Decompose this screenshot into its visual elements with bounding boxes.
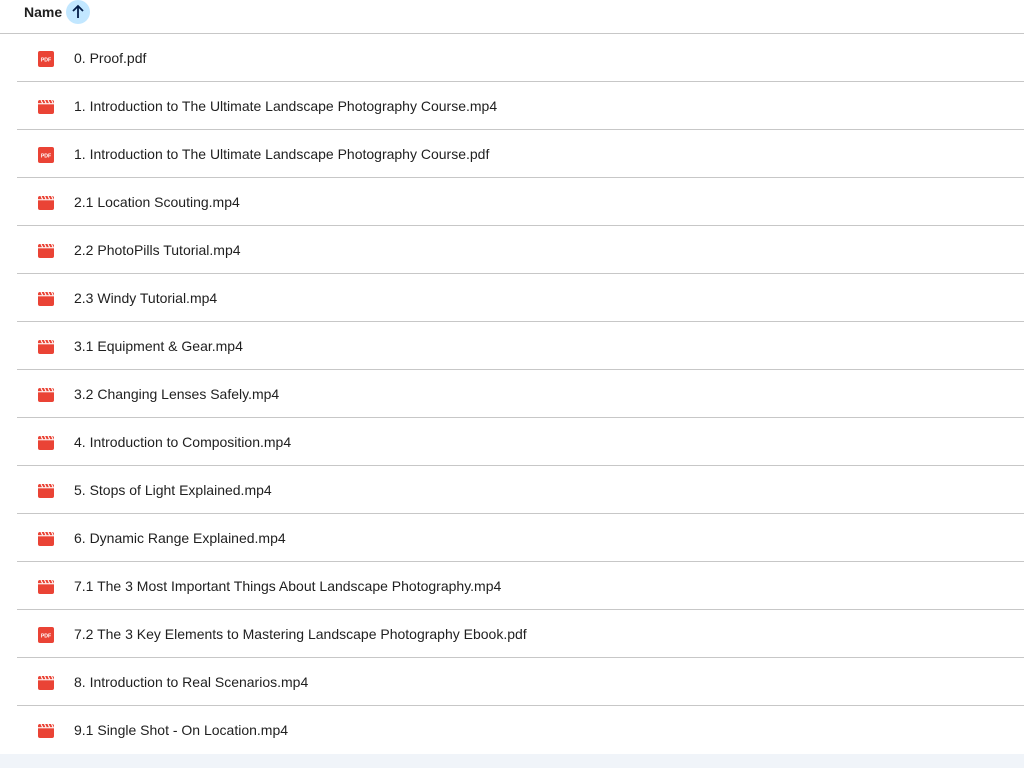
file-name: 5. Stops of Light Explained.mp4 (74, 482, 272, 498)
file-name: 8. Introduction to Real Scenarios.mp4 (74, 674, 309, 690)
svg-text:PDF: PDF (40, 57, 52, 64)
pdf-icon (38, 147, 54, 163)
file-row[interactable] (17, 226, 1024, 274)
file-row[interactable] (17, 466, 1024, 514)
file-row[interactable] (17, 658, 1024, 706)
video-icon (38, 387, 54, 403)
file-row[interactable] (17, 130, 1024, 178)
name-column-label: Name (24, 4, 63, 20)
file-row[interactable] (17, 706, 1024, 754)
video-icon (38, 99, 54, 115)
video-icon (38, 723, 54, 739)
video-icon (38, 195, 54, 211)
file-row[interactable] (17, 610, 1024, 658)
file-name: 1. Introduction to The Ultimate Landscape Photography Course.pdf (74, 146, 490, 162)
video-icon (38, 675, 54, 691)
pdf-icon (38, 51, 54, 67)
svg-text:PDF: PDF (40, 153, 52, 160)
file-list-header (0, 0, 1024, 34)
file-name: 2.2 PhotoPills Tutorial.mp4 (74, 242, 241, 258)
svg-text:PDF: PDF (40, 633, 52, 640)
arrow-up-icon (70, 4, 86, 20)
file-name: 7.2 The 3 Key Elements to Mastering Landscape Photography Ebook.pdf (74, 626, 527, 642)
video-icon (38, 339, 54, 355)
file-row[interactable] (17, 274, 1024, 322)
sort-button[interactable] (66, 0, 90, 24)
video-icon (38, 531, 54, 547)
file-row[interactable] (17, 370, 1024, 418)
file-row[interactable] (17, 178, 1024, 226)
pdf-icon (38, 627, 54, 643)
file-name: 4. Introduction to Composition.mp4 (74, 434, 292, 450)
file-name: 9.1 Single Shot - On Location.mp4 (74, 722, 289, 738)
file-row[interactable] (17, 418, 1024, 466)
file-row[interactable] (17, 514, 1024, 562)
video-icon (38, 435, 54, 451)
file-row[interactable] (17, 82, 1024, 130)
file-list (17, 34, 1024, 754)
video-icon (38, 243, 54, 259)
file-name: 2.1 Location Scouting.mp4 (74, 194, 240, 210)
file-name: 6. Dynamic Range Explained.mp4 (74, 530, 286, 546)
file-name: 3.1 Equipment & Gear.mp4 (74, 338, 243, 354)
file-name: 7.1 The 3 Most Important Things About Landscape Photography.mp4 (74, 578, 502, 594)
file-row[interactable] (17, 562, 1024, 610)
file-name: 0. Proof.pdf (74, 50, 147, 66)
name-column-header[interactable] (24, 0, 90, 24)
file-row[interactable] (17, 34, 1024, 82)
file-row[interactable] (17, 322, 1024, 370)
file-name: 2.3 Windy Tutorial.mp4 (74, 290, 218, 306)
video-icon (38, 291, 54, 307)
video-icon (38, 579, 54, 595)
list-footer-strip (0, 754, 1024, 768)
file-name: 1. Introduction to The Ultimate Landscape Photography Course.mp4 (74, 98, 498, 114)
file-name: 3.2 Changing Lenses Safely.mp4 (74, 386, 280, 402)
video-icon (38, 483, 54, 499)
